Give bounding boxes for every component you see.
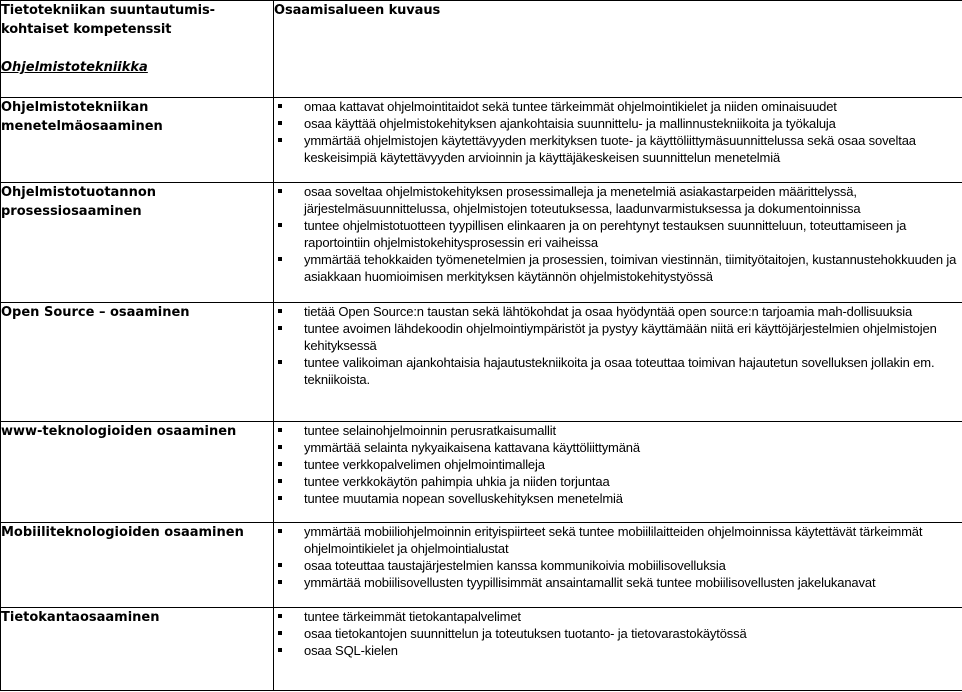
competence-bullet-item — [274, 490, 962, 507]
competence-bullet-text: ymmärtää mobiiliohjelmoinnin erityispiirteet sekä tuntee mobiililaitteiden ohjelmoinnissa käytettävät tärkeimmät ohjelmointikielet ja ohjelmointialustat — [304, 524, 923, 556]
competence-bullet-text: osaa tietokantojen suunnittelun ja toteutuksen tuotanto- ja tietovarastokäytössä — [304, 626, 747, 641]
square-bullet-icon — [278, 529, 282, 533]
competence-title: Tietokantaosaaminen — [1, 610, 160, 625]
square-bullet-icon — [278, 428, 282, 432]
square-bullet-icon — [278, 462, 282, 466]
competence-bullet-text: osaa käyttää ohjelmistokehityksen ajankohtaisia suunnittelu- ja mallinnustekniikoita ja työkaluja — [304, 116, 836, 131]
square-bullet-icon — [278, 360, 282, 364]
competence-bullet-item — [274, 557, 962, 574]
competence-bullet-text: tuntee avoimen lähdekoodin ohjelmointiympäristöt ja pystyy käyttämään niitä eri käyttöjärjestelmien ohjelmistojen kehityksessä — [304, 321, 937, 353]
competence-bullet-list — [274, 608, 962, 659]
competence-title: www-teknologioiden osaaminen — [1, 424, 237, 439]
competence-bullet-item — [274, 320, 962, 354]
square-bullet-icon — [278, 104, 282, 108]
competence-bullet-text: ymmärtää ohjelmistojen käytettävyyden merkityksen tuote- ja käyttöliittymäsuunnittelussa sekä osaa soveltaa keskeisimpiä käytettävyyden arvioinnin ja käyttäjäkeskeisen suunnittelun menetelmiä — [304, 133, 916, 165]
competence-description-cell — [274, 183, 962, 303]
competence-bullet-item — [274, 132, 962, 166]
square-bullet-icon — [278, 223, 282, 227]
competence-row — [1, 303, 962, 422]
competence-bullet-item — [274, 523, 962, 557]
competence-bullet-text: omaa kattavat ohjelmointitaidot sekä tuntee tärkeimmät ohjelmointikielet ja niiden ominaisuudet — [304, 99, 837, 114]
competence-bullet-text: ymmärtää mobiilisovellusten tyypillisimmät ansaintamallit sekä tuntee mobiilisovellusten jakelukanavat — [304, 575, 876, 590]
competence-bullet-item — [274, 473, 962, 490]
square-bullet-icon — [278, 580, 282, 584]
competence-title-cell — [1, 183, 274, 303]
header-left-title — [1, 1, 273, 39]
competence-bullet-item — [274, 642, 962, 659]
square-bullet-icon — [278, 479, 282, 483]
competence-bullet-item — [274, 439, 962, 456]
header-left-title-line1: Tietotekniikan suuntautumis- — [1, 3, 215, 18]
competence-bullet-item — [274, 115, 962, 132]
competence-row — [1, 608, 962, 691]
header-right-cell — [274, 1, 962, 98]
competence-row — [1, 523, 962, 608]
header-right-title: Osaamisalueen kuvaus — [274, 3, 441, 18]
competence-bullet-item — [274, 422, 962, 439]
competence-title-cell — [1, 422, 274, 523]
square-bullet-icon — [278, 445, 282, 449]
competence-bullet-item — [274, 625, 962, 642]
competence-bullet-text: osaa SQL-kielen — [304, 643, 398, 658]
square-bullet-icon — [278, 496, 282, 500]
competence-bullet-item — [274, 574, 962, 591]
header-left-cell — [1, 1, 274, 98]
competence-title: Ohjelmistotekniikan menetelmäosaaminen — [1, 100, 163, 134]
competence-bullet-text: osaa soveltaa ohjelmistokehityksen prosessimalleja ja menetelmiä asiakastarpeiden määrittelyssä, järjestelmäsuunnittelussa, ohjelmistojen toteutuksessa, laadunvarmistuksessa ja dokumentoinnissa — [304, 184, 861, 216]
square-bullet-icon — [278, 326, 282, 330]
square-bullet-icon — [278, 309, 282, 313]
header-left-title-line2: kohtaiset kompetenssit — [1, 22, 172, 37]
competence-bullet-item — [274, 608, 962, 625]
header-row — [1, 1, 962, 98]
competence-bullet-list — [274, 422, 962, 507]
competence-title-cell — [1, 523, 274, 608]
competence-bullet-text: ymmärtää selainta nykyaikaisena kattavana käyttöliittymänä — [304, 440, 640, 455]
competence-bullet-text: ymmärtää tehokkaiden työmenetelmien ja prosessien, toimivan viestinnän, tiimityötaitojen, kustannustehokkuuden ja asiakkaan huomioimisen merkityksen käytännön ohjelmistokehitystyössä — [304, 252, 957, 284]
competence-bullet-text: tuntee tärkeimmät tietokantapalvelimet — [304, 609, 521, 624]
competence-bullet-text: tuntee valikoiman ajankohtaisia hajautustekniikoita ja osaa toteuttaa toimivan hajautetun sovelluksen jollakin em. tekniikoista. — [304, 355, 935, 387]
competence-bullet-text: tuntee verkkopalvelimen ohjelmointimalleja — [304, 457, 545, 472]
square-bullet-icon — [278, 257, 282, 261]
competence-bullet-text: tietää Open Source:n taustan sekä lähtökohdat ja osaa hyödyntää open source:n tarjoamia mah-dollisuuksia — [304, 304, 913, 319]
competence-description-cell — [274, 523, 962, 608]
competence-description-cell — [274, 608, 962, 691]
competence-bullet-item — [274, 456, 962, 473]
square-bullet-icon — [278, 138, 282, 142]
competence-bullet-item — [274, 303, 962, 320]
competence-bullet-text: osaa toteuttaa taustajärjestelmien kanssa kommunikoivia mobiilisovelluksia — [304, 558, 726, 573]
competence-title-cell — [1, 608, 274, 691]
square-bullet-icon — [278, 614, 282, 618]
square-bullet-icon — [278, 121, 282, 125]
competence-bullet-list — [274, 183, 962, 285]
competence-title: Open Source – osaaminen — [1, 305, 190, 320]
competence-title-cell — [1, 303, 274, 422]
competence-bullet-text: tuntee muutamia nopean sovelluskehityksen menetelmiä — [304, 491, 623, 506]
competence-bullet-text: tuntee ohjelmistotuotteen tyypillisen elinkaaren ja on perehtynyt testauksen suunnitteluun, toteuttamiseen ja raportointiin ohjelmistokehitysprosessin eri vaiheissa — [304, 218, 907, 250]
competence-row — [1, 98, 962, 183]
header-left-subtitle: Ohjelmistotekniikka — [1, 60, 148, 75]
competence-description-cell — [274, 303, 962, 422]
competence-bullet-text: tuntee selainohjelmoinnin perusratkaisumallit — [304, 423, 556, 438]
square-bullet-icon — [278, 648, 282, 652]
competence-bullet-item — [274, 354, 962, 388]
square-bullet-icon — [278, 631, 282, 635]
competence-bullet-text: tuntee verkkokäytön pahimpia uhkia ja niiden torjuntaa — [304, 474, 610, 489]
competence-bullet-item — [274, 98, 962, 115]
competence-row — [1, 183, 962, 303]
competence-bullet-list — [274, 98, 962, 166]
competence-bullet-item — [274, 217, 962, 251]
square-bullet-icon — [278, 189, 282, 193]
competence-bullet-list — [274, 303, 962, 388]
competence-row — [1, 422, 962, 523]
competence-bullet-list — [274, 523, 962, 591]
competence-description-cell — [274, 422, 962, 523]
competence-bullet-item — [274, 183, 962, 217]
competence-description-cell — [274, 98, 962, 183]
competence-title: Mobiiliteknologioiden osaaminen — [1, 525, 244, 540]
competence-title: Ohjelmistotuotannon prosessiosaaminen — [1, 185, 157, 219]
competence-title-cell — [1, 98, 274, 183]
square-bullet-icon — [278, 563, 282, 567]
competence-bullet-item — [274, 251, 962, 285]
